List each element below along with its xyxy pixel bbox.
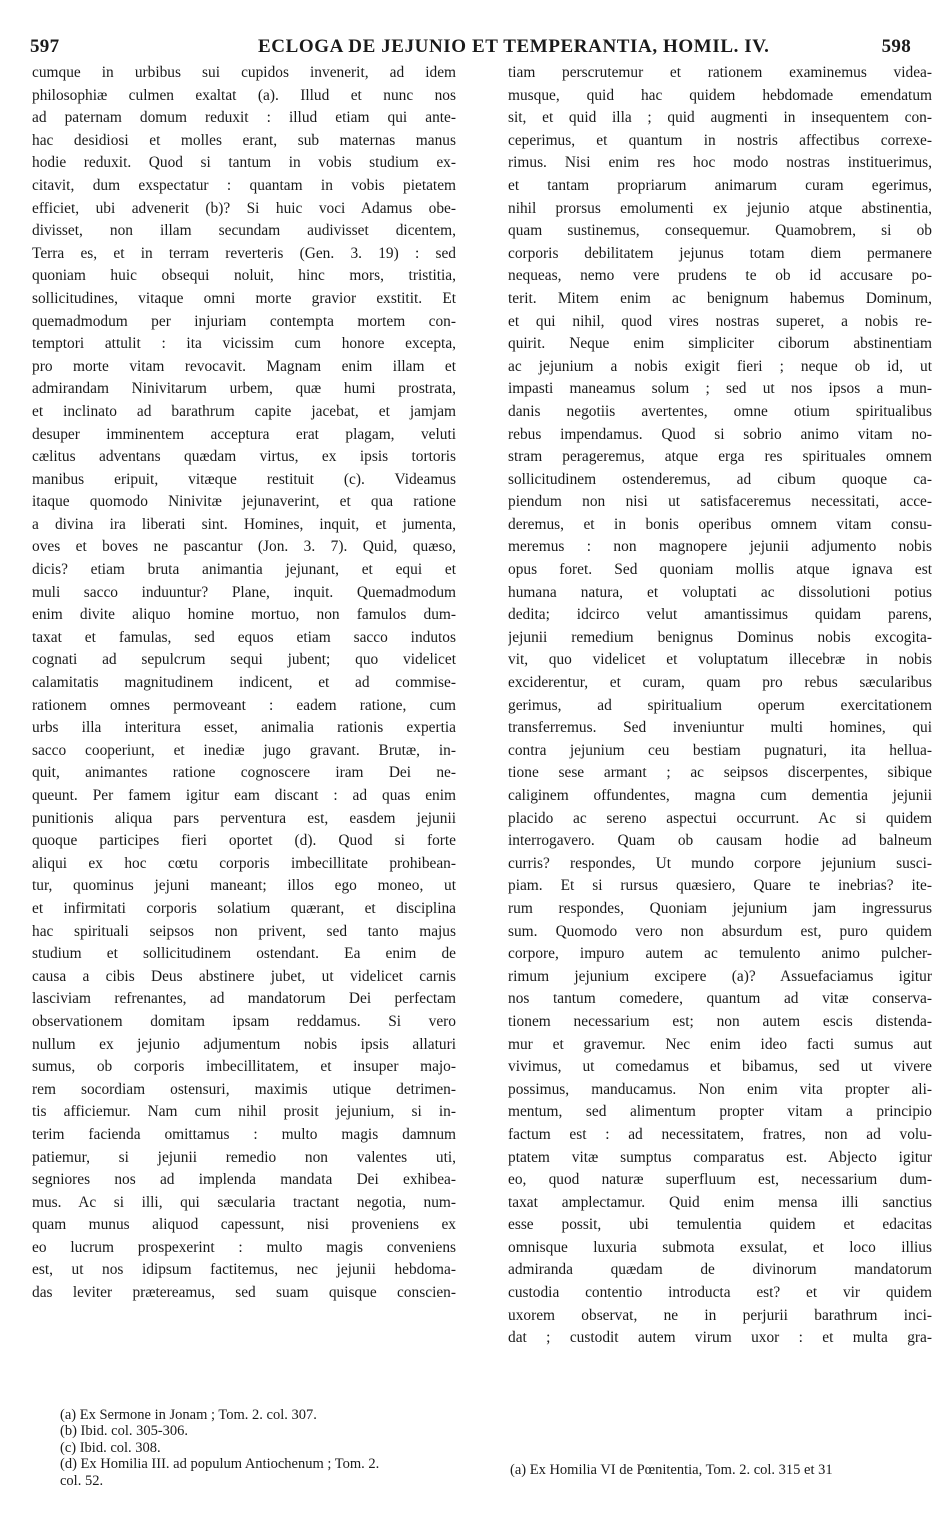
text-line: humana natura, et voluptati ac dissolutioni potius: [508, 583, 932, 601]
text-line: taxat amplectamur. Quid enim mensa illi sanctius: [508, 1193, 932, 1211]
text-line: omnisque luxuria submota exsulat, et loco illius: [508, 1238, 932, 1256]
text-line: possimus, manducamus. Non enim vita propter ali-: [508, 1080, 932, 1098]
text-line: quoniam huic obsequi noluit, hinc mors, tristitia,: [32, 267, 456, 285]
text-line: esse possit, ubi temulentia quidem et edacitas: [508, 1216, 932, 1234]
text-line: impasti maneamus solum ; sed ut nos ipsos a mun-: [508, 380, 932, 398]
text-line: jejunii remedium benignus Dominus nobis excogita-: [508, 628, 932, 646]
text-line: punitionis aliqua pars perventura est, easdem jejunii: [32, 809, 456, 827]
text-line: calamitatis magnitudinem indicent, et ad commise-: [32, 674, 456, 692]
text-line: segniores nos ad implenda mandata Dei exhibea-: [32, 1171, 456, 1189]
text-line: deremus, et in bonis operibus omnem vitam consu-: [508, 515, 932, 533]
text-line: cælitus adventans quædam virtus, ex ipsis tortoris: [32, 448, 456, 466]
text-line: curris? respondes, Ut mundo corpore jejunium susci-: [508, 854, 932, 872]
text-line: musque, quid hac quidem hebdomade emendatum: [508, 86, 932, 104]
text-line: rationem omnes permoveant : eadem ratione, cum: [32, 696, 456, 714]
text-line: aliqui ex hoc cœtu corporis imbecillitate prohibean-: [32, 854, 456, 872]
text-line: das leviter prætereamus, sed suam quisque conscien-: [32, 1284, 456, 1302]
text-line: quoque participes fieri oportet (d). Quod si forte: [32, 832, 456, 850]
text-line: desuper imminentem acceptura erat plagam, veluti: [32, 425, 456, 443]
text-line: terit. Mitem enim ac benignum habemus Dominum,: [508, 289, 932, 307]
text-line: quam sustinemus, consequemur. Quamobrem, si ob: [508, 222, 932, 240]
text-line: rebus impendamus. Quod si sobrio animo vitam no-: [508, 425, 932, 443]
text-line: placido ac sereno aspectui occurrunt. Ac si quidem: [508, 809, 932, 827]
text-line: exciderentur, et curam, quam pro rebus sæcularibus: [508, 674, 932, 692]
footnote: col. 52.: [60, 1472, 104, 1489]
text-line: lasciviam refrenantes, ad mandatorum Dei perfectam: [32, 990, 456, 1008]
text-line: caliginem offundentes, magna cum dementia jejunii: [508, 787, 932, 804]
text-line: interrogavero. Quam ob causam hodie ad balneum: [508, 832, 932, 850]
text-line: nihil prorsus emolumenti ex jejunio atque abstinentia,: [508, 199, 932, 217]
text-line: rum respondes, Quoniam jejunium jam ingressurus: [508, 899, 932, 917]
text-line: taxat et famulas, sed equos etiam sacco indutos: [32, 628, 456, 646]
text-line: tis afficiemur. Nam cum nihil prosit jejunium, si in-: [32, 1103, 456, 1121]
text-line: sollicitudinem ostenderemus, ad cibum quoque ca-: [508, 470, 932, 488]
text-line: ceperimus, et quantum in nostris affectibus correxe-: [508, 131, 932, 149]
text-line: vivimus, ut comedamus et bibamus, sed ut vivere: [508, 1058, 932, 1076]
text-line: itaque quomodo Ninivitæ jejunaverint, et qua ratione: [32, 493, 456, 511]
text-line: custodia contentio introducta est? et vir quidem: [508, 1284, 932, 1302]
text-line: danis negotiis avertentes, omne otium spiritualibus: [508, 402, 932, 420]
text-line: temptori attulit : ita vicissim cum honore excepta,: [32, 335, 456, 353]
text-line: sacco cooperiunt, et inediæ jugo gravant. Brutæ, in-: [32, 741, 456, 759]
text-line: cognati ad sepulcrum sequi jubent; quo videlicet: [32, 651, 456, 669]
text-line: tione sese armant ; ac seipsos discerpentes, sibique: [508, 764, 932, 782]
page-number-right: 598: [881, 36, 911, 57]
text-line: philosophiæ culmen exaltat (a). Illud et nunc nos: [32, 86, 456, 104]
text-line: et infirmitati corporis solatium quærant, et disciplina: [32, 899, 456, 917]
text-line: divisset, non illam secundam audivisset dicentem,: [32, 222, 456, 240]
text-line: et inclinato ad barathrum capite jacebat, et jamjam: [32, 402, 456, 420]
text-line: nequeas, nemo vere prudens te ob id accusare po-: [508, 267, 932, 285]
text-line: eo, quod naturæ superfluum est, necessarium dum-: [508, 1171, 932, 1189]
text-line: manibus eripuit, vitæque restituit (c). Videamus: [32, 470, 456, 488]
right-text-column: [508, 62, 932, 1350]
left-text-column: [32, 62, 456, 1305]
footnote: (b) Ibid. col. 305-306.: [60, 1423, 189, 1440]
text-line: patiemur, si jejunii remedio non valentes uti,: [32, 1148, 456, 1166]
text-line: uxorem observat, ne in perjurii barathrum inci-: [508, 1306, 932, 1324]
page-number-left: 597: [30, 36, 60, 57]
text-line: efficiet, ubi advenerit (b)? Si huic voci Adamus obe-: [32, 199, 456, 217]
text-line: corporis debilitatem jejunus totam diem permanere: [508, 244, 932, 262]
text-line: hodie reduxit. Quod si tantum in vobis studium ex-: [32, 154, 456, 172]
text-line: causa a cibis Deus abstinere jubet, ut videlicet carnis: [32, 967, 456, 985]
footnote: (d) Ex Homilia III. ad populum Antiochenum ; Tom. 2.: [60, 1456, 380, 1473]
text-line: corpore, impuro autem ac temulento animo pulcher-: [508, 945, 932, 963]
text-line: stram perageremus, atque erga res spirituales omnem: [508, 448, 932, 466]
text-line: gerimus, ad spiritualium operum exercitationem: [508, 696, 932, 714]
text-line: vit, quo videlicet et voluptatum illecebræ in nobis: [508, 651, 932, 669]
text-line: rimus. Nisi enim res hoc modo nostras instituerimus,: [508, 154, 932, 172]
text-line: quemadmodum per injuriam contempta mortem con-: [32, 312, 456, 330]
footnote-right: (a) Ex Homilia VI de Pœnitentia, Tom. 2. col. 315 et 31: [510, 1462, 833, 1478]
text-line: rem socordiam ostensuri, maximis utique detrimen-: [32, 1080, 456, 1098]
text-line: dedita; idcirco velut amantissimus quidam parens,: [508, 606, 932, 624]
text-line: piam. Et si rursus quæsiero, Quare te inebrias? ite-: [508, 877, 932, 895]
text-line: enim divite aliquo homine mortuo, non famulos dum-: [32, 606, 456, 624]
text-line: hac desidiosi et molles erant, sub maternas manus: [32, 131, 456, 149]
running-title: ECLOGA DE JEJUNIO ET TEMPERANTIA, HOMIL. IV.: [258, 36, 770, 57]
text-line: sit, et quid illa ; quid augmenti in insequentem con-: [508, 109, 932, 127]
text-line: piendum non nisi ut satisfaceremus necessitati, acce-: [508, 493, 932, 511]
text-line: nos tantum comedere, quantum ad vitæ conserva-: [508, 990, 932, 1008]
text-line: oves et boves ne pascantur (Jon. 3. 7). Quid, quæso,: [32, 538, 456, 556]
footnotes-left: [60, 1407, 460, 1489]
text-line: quirit. Neque enim simpliciter ciborum abstinentiam: [508, 335, 932, 353]
text-line: quam munus aliquod capessunt, nisi proveniens ex: [32, 1216, 456, 1234]
text-line: cumque in urbibus sui cupidos invenerit, ad idem: [32, 64, 456, 81]
text-line: mur et gravemur. Nec enim ideo facti sumus aut: [508, 1035, 932, 1053]
text-line: dicis? etiam bruta animantia jejunant, et equi et: [32, 561, 456, 579]
text-line: ptatem vitæ sumptus comparatus est. Abjecto igitur: [508, 1148, 932, 1166]
text-line: factum est : ad necessitatem, fratres, non ad volu-: [508, 1125, 932, 1143]
text-line: sollicitudines, vitaque omni morte gravior exstitit. Et: [32, 289, 456, 307]
text-line: tionem necessarium est; non autem escis distenda-: [508, 1012, 932, 1030]
text-line: et tantam propriarum animarum curam egerimus,: [508, 176, 932, 194]
text-line: admiranda quædam de divinorum mandatorum: [508, 1261, 932, 1279]
text-line: meremus : non magnopere jejunii adjumento nobis: [508, 538, 932, 556]
text-line: mentum, sed alimentum propter vitam a principio: [508, 1103, 932, 1121]
text-line: Terra es, et in terram reverteris (Gen. 3. 19) : sed: [32, 244, 456, 262]
text-line: nullum ex jejunio adjumentum nobis ipsis allaturi: [32, 1035, 456, 1053]
text-line: urbs illa interitura esset, animalia rationis expertia: [32, 719, 456, 737]
text-line: pro morte vitam revocavit. Magnam enim illam et: [32, 357, 456, 375]
text-line: transferremus. Sed inveniuntur multi homines, qui: [508, 719, 932, 737]
text-line: studium et sollicitudinem ostendant. Ea enim de: [32, 945, 456, 963]
text-line: a divina ira liberati sint. Homines, inquit, et jumenta,: [32, 515, 456, 533]
text-line: tiam perscrutemur et rationem examinemus videa-: [508, 64, 932, 81]
text-line: est, ut nos idipsum factitemus, nec jejunii hebdoma-: [32, 1261, 456, 1279]
footnote: (c) Ibid. col. 308.: [60, 1439, 161, 1456]
text-line: ac jejunium a nobis exigit fieri ; neque ob id, ut: [508, 357, 932, 375]
text-line: admirandam Ninivitarum urbem, quæ humi prostrata,: [32, 380, 456, 398]
text-line: opus foret. Sed quoniam mollis atque ignava est: [508, 561, 932, 579]
text-line: queunt. Per famem igitur eam discant : ad quas enim: [32, 787, 456, 804]
text-line: hac spirituali seipsos non privent, sed tanto majus: [32, 922, 456, 940]
text-line: et qui nihil, quod vires nostras superet, a nobis re-: [508, 312, 932, 330]
text-line: tur, quominus jejuni maneant; illos ego moneo, ut: [32, 877, 456, 895]
text-line: terim facienda omittamus : multo magis damnum: [32, 1125, 456, 1143]
text-line: rimum jejunium excipere (a)? Assuefaciamus igitur: [508, 967, 932, 985]
text-line: sumus, ob corporis imbecillitatem, et insuper majo-: [32, 1058, 456, 1076]
text-line: ad paternam domum reduxit : illud etiam qui ante-: [32, 109, 456, 127]
text-line: sum. Quomodo vero non absurdum est, puro quidem: [508, 922, 932, 940]
text-line: dat ; custodit autem virum uxor : et multa gra-: [508, 1329, 932, 1347]
text-line: mus. Ac si illi, qui sæcularia tractant negotia, num-: [32, 1193, 456, 1211]
text-line: contra jejunium ceu bestiam pugnaturi, ita helluа-: [508, 741, 932, 759]
text-line: muli sacco induuntur? Plane, inquit. Quemadmodum: [32, 583, 456, 601]
text-line: citavit, dum exspectatur : quantam in vobis pietatem: [32, 176, 456, 194]
running-header: [0, 36, 945, 62]
footnote: (a) Ex Sermone in Jonam ; Tom. 2. col. 307.: [60, 1407, 317, 1423]
text-line: observationem domitam ipsam reddamus. Si vero: [32, 1012, 456, 1030]
text-line: eo lucrum prospexerint : multo magis conveniens: [32, 1238, 456, 1256]
text-line: quit, animantes ratione cognoscere iram Dei ne-: [32, 764, 456, 782]
